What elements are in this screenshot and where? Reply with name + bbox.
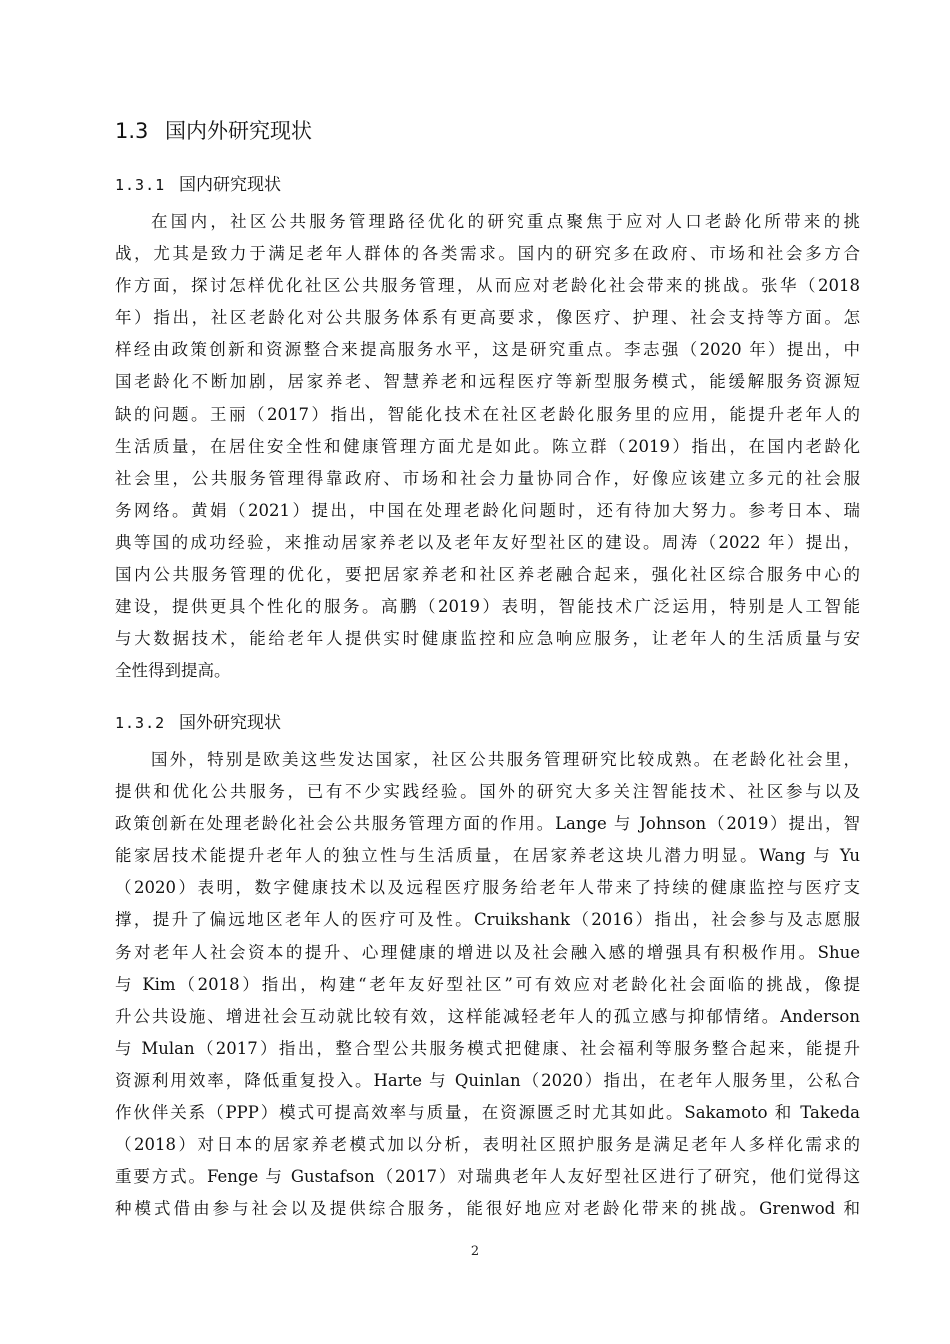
paragraph-line: 升公共设施、增进社会互动就比较有效，这样能减轻老年人的孤立感与抑郁情绪。Anderson xyxy=(115,1006,860,1026)
paragraph-line: 与大数据技术，能给老年人提供实时健康监控和应急响应服务，让老年人的生活质量与安 xyxy=(115,629,860,649)
paragraph-line: 建设，提供更具个性化的服务。高鹏（2019）表明，智能技术广泛运用，特别是人工智能 xyxy=(115,597,860,617)
domestic-paragraph xyxy=(115,206,860,687)
paragraph-line: 国老龄化不断加剧，居家养老、智慧养老和远程医疗等新型服务模式，能缓解服务资源短 xyxy=(115,372,860,392)
paragraph-line: 务网络。黄娟（2021）提出，中国在处理老龄化问题时，还有待加大努力。参考日本、瑞 xyxy=(115,500,860,520)
section-heading xyxy=(115,116,312,146)
paragraph-line: 务对老年人社会资本的提升、心理健康的增进以及社会融入感的增强具有积极作用。Shue xyxy=(115,942,860,962)
paragraph-line: 战，尤其是致力于满足老年人群体的各类需求。国内的研究多在政府、市场和社会多方合 xyxy=(115,244,860,264)
subsection-heading-foreign xyxy=(115,710,281,736)
paragraph-line: 重要方式。Fenge 与 Gustafson（2017）对瑞典老年人友好型社区进行了研究，他们觉得这 xyxy=(115,1167,860,1187)
paragraph-line: 政策创新在处理老龄化社会公共服务管理方面的作用。Lange 与 Johnson（2019）提出，智 xyxy=(115,814,860,834)
paragraph-line: 与 Kim（2018）指出，构建“老年友好型社区”可有效应对老龄化社会面临的挑战，像提 xyxy=(115,974,860,994)
paragraph-line: 年）指出，社区老龄化对公共服务体系有更高要求，像医疗、护理、社会支持等方面。怎 xyxy=(115,308,860,328)
paragraph-line: 样经由政策创新和资源整合来提高服务水平，这是研究重点。李志强（2020 年）提出，中 xyxy=(115,340,860,360)
paragraph-line: 典等国的成功经验，来推动居家养老以及老年友好型社区的建设。周涛（2022 年）提出， xyxy=(115,532,860,552)
section-title: 国内外研究现状 xyxy=(165,119,312,143)
subsection-number: 1.3.2 xyxy=(115,714,166,732)
paragraph-line: 种模式借由参与社会以及提供综合服务，能很好地应对老龄化带来的挑战。Grenwod 和 xyxy=(115,1199,860,1219)
paragraph-line: 国内公共服务管理的优化，要把居家养老和社区养老融合起来，强化社区综合服务中心的 xyxy=(115,565,860,585)
paragraph-line: 作方面，探讨怎样优化社区公共服务管理，从而应对老龄化社会带来的挑战。张华（2018 xyxy=(115,276,860,296)
section-number: 1.3 xyxy=(115,119,149,143)
page-number: 2 xyxy=(470,1244,480,1259)
paragraph-line: 与 Mulan（2017）指出，整合型公共服务模式把健康、社会福利等服务整合起来，能提升 xyxy=(115,1038,860,1058)
paragraph-line: 缺的问题。王丽（2017）指出，智能化技术在社区老龄化服务里的应用，能提升老年人的 xyxy=(115,404,860,424)
subsection-title: 国外研究现状 xyxy=(179,713,281,733)
paragraph-line: 资源利用效率，降低重复投入。Harte 与 Quinlan（2020）指出，在老年人服务里，公私合 xyxy=(115,1070,860,1090)
subsection-number: 1.3.1 xyxy=(115,176,166,194)
paragraph-line: 全性得到提高。 xyxy=(115,661,231,681)
subsection-heading-domestic xyxy=(115,172,281,198)
foreign-paragraph xyxy=(115,744,860,1225)
paragraph-line: 生活质量，在居住安全性和健康管理方面尤是如此。陈立群（2019）指出，在国内老龄化 xyxy=(115,436,860,456)
paragraph-line: 撑，提升了偏远地区老年人的医疗可及性。Cruikshank（2016）指出，社会参与及志愿服 xyxy=(115,910,860,930)
paragraph-line: 社会里，公共服务管理得靠政府、市场和社会力量协同合作，好像应该建立多元的社会服 xyxy=(115,468,860,488)
paragraph-line: 国外，特别是欧美这些发达国家，社区公共服务管理研究比较成熟。在老龄化社会里， xyxy=(151,750,860,769)
paragraph-line: 在国内，社区公共服务管理路径优化的研究重点聚焦于应对人口老龄化所带来的挑 xyxy=(151,212,860,231)
paragraph-line: 作伙伴关系（PPP）模式可提高效率与质量，在资源匮乏时尤其如此。Sakamoto 和 Takeda xyxy=(115,1103,860,1123)
paragraph-line: 能家居技术能提升老年人的独立性与生活质量，在居家养老这块儿潜力明显。Wang 与 Yu xyxy=(115,846,860,866)
paragraph-line: （2020）表明，数字健康技术以及远程医疗服务给老年人带来了持续的健康监控与医疗支 xyxy=(115,878,860,898)
paragraph-line: 提供和优化公共服务，已有不少实践经验。国外的研究大多关注智能技术、社区参与以及 xyxy=(115,782,860,802)
paragraph-line: （2018）对日本的居家养老模式加以分析，表明社区照护服务是满足老年人多样化需求的 xyxy=(115,1135,860,1155)
subsection-title: 国内研究现状 xyxy=(179,175,281,195)
